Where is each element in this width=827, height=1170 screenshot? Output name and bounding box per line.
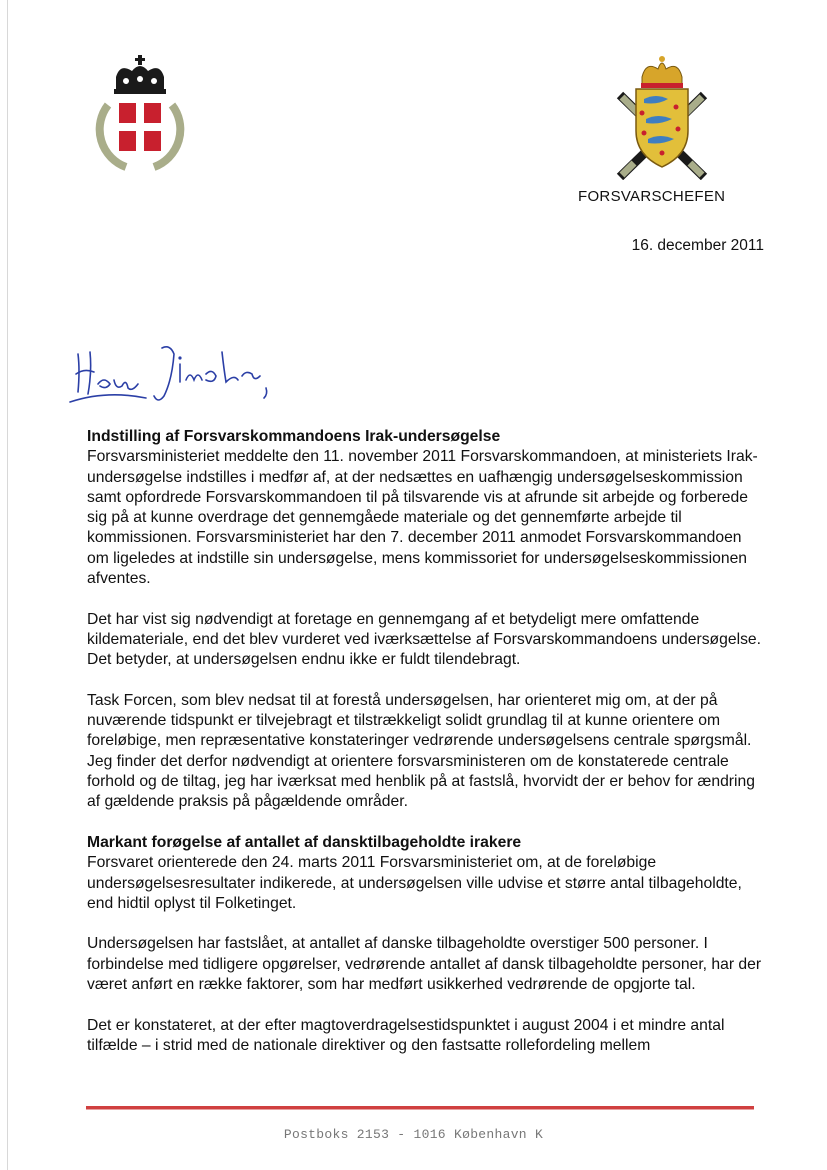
chief-of-defence-coat-of-arms [612,55,712,180]
salutation-graphic [66,340,306,420]
body-paragraph: Forsvarsministeriet meddelte den 11. november 2011 Forsvarskommandoen, at ministeriets Irak-undersøgelse indstilles i medfør af, at der nedsættes en uafhængig undersøgelseskommission samt opfordrede Forsvarskommandoen til på tilsvarende vis at afrunde sit arbejde og forberede sig på at kunne overdrage det gennemgåede materiale og det gennemførte arbejde til kommissionen. Forsvarsministeriet har den 7. december 2011 anmodet Forsvarskommandoen om ligeledes at indstille sin undersøgelse, mens kommissoriet for undersøgelseskommissionen afventes. [87,448,758,588]
footer-rule [86,1106,754,1110]
body-paragraph: Task Forcen, som blev nedsat til at forestå undersøgelsen, har orienteret mig om, at der på nuværende tidspunkt er tilvejebragt et tilstrækkeligt solidt grundlag til at kunne orientere om foreløbige, men repræsentative konstateringer vedrørende undersøgelsens centrale spørgsmål. Jeg finder det derfor nødvendigt at orientere forsvarsministeren om de konstaterede centrale forhold og de tiltag, jeg har iværksat med henblik på at fastslå, hvorvidt der er behov for ændring af gældende praksis på pågældende områder. [87,691,755,811]
letter-date: 16. december 2011 [631,237,764,254]
handwritten-salutation [66,340,306,420]
section-heading: Indstilling af Forsvarskommandoens Irak-undersøgelse [87,428,501,445]
body-paragraph: Forsvaret orienterede den 24. marts 2011 Forsvarsministeriet om, at de foreløbige undersøgelsesresultater indikerede, at undersøgelsen ville udvise et større antal tilbageholdte, end hidtil oplyst til Folketinget. [87,854,742,912]
body-paragraph: Det er konstateret, at der efter magtoverdragelsestidspunktet i august 2004 i et mindre antal tilfælde – i strid med de nationale direktiver og den fastsatte rollefordeling mellem [87,1016,725,1054]
body-paragraph: Undersøgelsen har fastslået, at antallet af danske tilbageholdte overstiger 500 personer. I forbindelse med tidligere opgørelser, vedrørende antallet af dansk tilbageholdte personer, har der været anført en række faktorer, som har medført usikkerhed vedrørende de opgjorte tal. [87,935,762,994]
body-paragraph: Det har vist sig nødvendigt at foretage en gennemgang af et betydeligt mere omfattende kildemateriale, end det blev vurderet ved iværksættelse af Forsvarskommandoens undersøgelse. Det betyder, at undersøgelsen endnu ikke er fuldt tilendebragt. [87,610,762,669]
letter-body [87,427,767,1077]
section-heading: Markant forøgelse af antallet af dansktilbageholdte irakere [87,833,522,851]
coat-of-arms-graphic [612,55,712,180]
defence-emblem-graphic [90,55,190,180]
footer-address: Postboks 2153 - 1016 København K [283,1127,544,1142]
danish-defence-emblem [90,55,190,180]
page-edge [7,0,8,1170]
sender-title: FORSVARSCHEFEN [578,188,726,205]
